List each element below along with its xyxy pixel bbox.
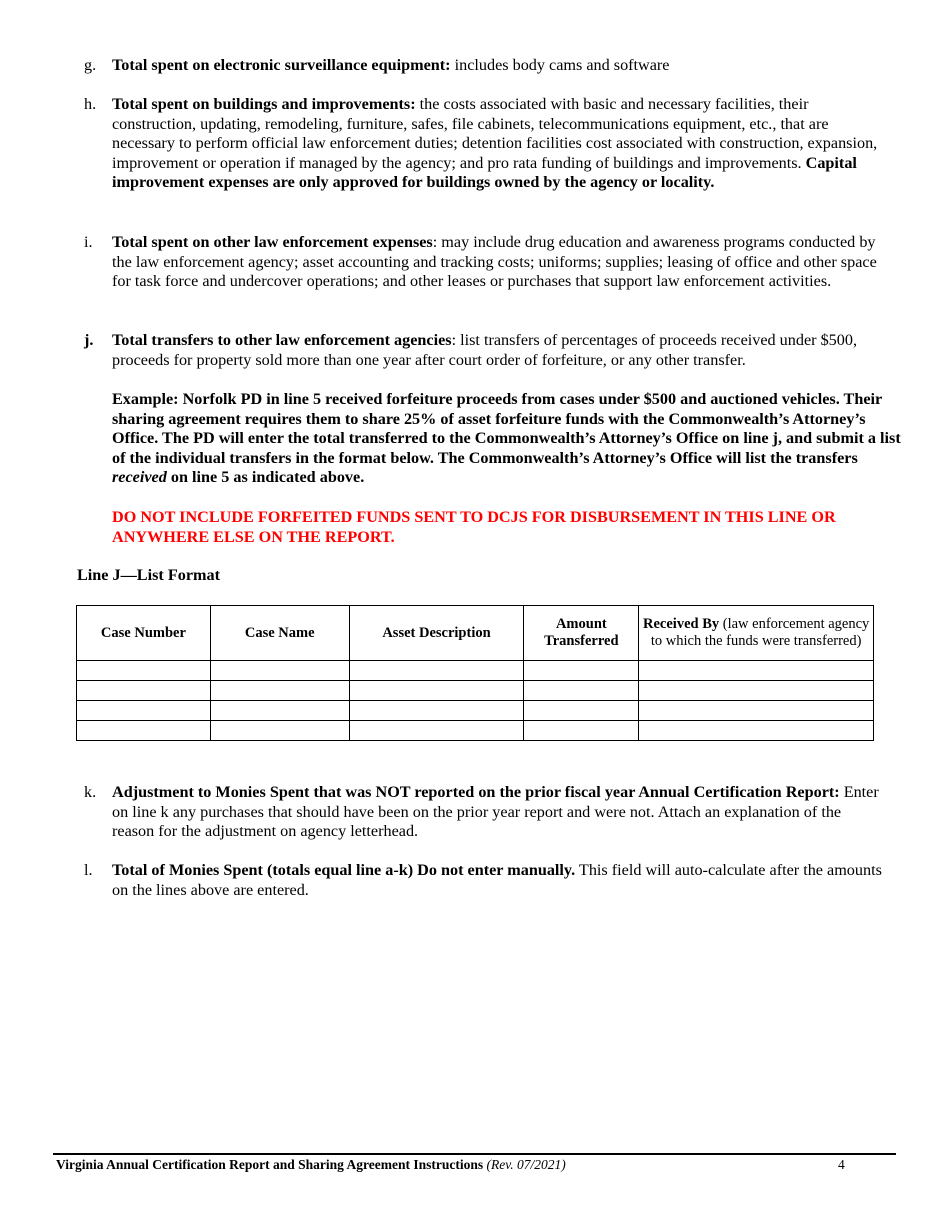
table-cell <box>77 701 211 721</box>
table-cell <box>77 661 211 681</box>
table-cell <box>77 721 211 741</box>
table-cell <box>639 661 874 681</box>
table-cell <box>210 661 349 681</box>
item-letter: j. <box>84 331 94 349</box>
table-row <box>77 661 874 681</box>
example-text-end: on line 5 as indicated above. <box>166 468 365 487</box>
list-format-table <box>76 605 874 741</box>
item-body: includes body cams and software <box>450 56 670 74</box>
footer-divider <box>53 1153 896 1155</box>
column-header-case-number: Case Number <box>77 606 211 661</box>
table-cell <box>639 701 874 721</box>
item-body: : may include drug education and awareness programs conducted by the law enforcement agency; asset accounting and tracking costs; uniforms; supplies; leasing of office and other space for task force and undercover operations; and other leases or purchases that support law enforcement activities. <box>112 233 877 291</box>
example-text: Example: Norfolk PD in line 5 received forfeiture proceeds from cases under $500 and auctioned vehicles. Their sharing agreement requires them to share 25% of asset forfeiture funds with the Commonwealth’s Attorney’s Office. The PD will enter the total transferred to the Commonwealth’s Attorney’s Office on line j, and submit a list of the individual transfers in the format below. The Commonwealth’s Attorney’s Office will list the transfers <box>112 390 901 467</box>
item-k <box>84 783 884 842</box>
table-header-row <box>77 606 874 661</box>
table-cell <box>639 721 874 741</box>
table-cell <box>210 721 349 741</box>
item-title: Total of Monies Spent (totals equal line a-k) Do not enter manually. <box>112 861 576 879</box>
item-i <box>84 233 884 292</box>
column-header-amount-transferred: Amount Transferred <box>524 606 639 661</box>
item-letter: l. <box>84 861 93 879</box>
footer-title-line <box>56 1157 566 1173</box>
item-body: This field will auto-calculate after the amounts on the lines above are entered. <box>112 861 882 899</box>
item-title: Total spent on other law enforcement expenses <box>112 233 433 251</box>
item-h <box>84 95 884 193</box>
item-letter: h. <box>84 95 97 113</box>
column-header-received-by: Received By (law enforcement agency to which the funds were transferred) <box>639 606 874 661</box>
item-body: the costs associated with basic and necessary facilities, their construction, updating, remodeling, furniture, safes, file cabinets, telecommunications equipment, etc., that are necessary to perform official law enforcement duties; detention facilities cost associated with construction, expansion, improvement or operation if managed by the agency; and pro rata funding of buildings and improvements. <box>112 95 878 172</box>
table-cell <box>210 701 349 721</box>
footer-title: Virginia Annual Certification Report and Sharing Agreement Instructions <box>56 1157 484 1172</box>
table-cell <box>349 661 524 681</box>
list-format-heading: Line J—List Format <box>77 566 220 584</box>
table-row <box>77 681 874 701</box>
item-letter: i. <box>84 233 93 251</box>
table-cell <box>349 701 524 721</box>
item-title: Total transfers to other law enforcement agencies <box>112 331 452 349</box>
item-l <box>84 861 884 900</box>
item-title: Adjustment to Monies Spent that was NOT reported on the prior fiscal year Annual Certification Report: <box>112 783 840 801</box>
item-g <box>84 56 884 76</box>
table-cell <box>524 701 639 721</box>
table-cell <box>524 661 639 681</box>
column-header-case-name: Case Name <box>210 606 349 661</box>
item-j <box>84 331 884 370</box>
table-cell <box>639 681 874 701</box>
table-cell <box>210 681 349 701</box>
item-body: : list transfers of percentages of proceeds received under $500, proceeds for property sold more than one year after court order of forfeiture, or any other transfer. <box>112 331 858 369</box>
page-number: 4 <box>838 1157 845 1172</box>
table-row <box>77 701 874 721</box>
item-letter: g. <box>84 56 97 74</box>
table-cell <box>349 681 524 701</box>
table-cell <box>524 721 639 741</box>
table-cell <box>349 721 524 741</box>
item-emphasis: Capital improvement expenses are only approved for buildings owned by the agency or locality. <box>112 153 857 192</box>
footer-revision: (Rev. 07/2021) <box>486 1157 566 1172</box>
item-letter: k. <box>84 783 97 801</box>
table-cell <box>77 681 211 701</box>
example-paragraph <box>112 390 902 488</box>
table-cell <box>524 681 639 701</box>
warning-text: DO NOT INCLUDE FORFEITED FUNDS SENT TO DCJS FOR DISBURSEMENT IN THIS LINE OR ANYWHERE ELSE ON THE REPORT. <box>112 508 836 546</box>
item-title: Total spent on buildings and improvements: <box>112 95 416 113</box>
item-title: Total spent on electronic surveillance equipment: <box>112 56 451 74</box>
column-header-asset-description: Asset Description <box>349 606 524 661</box>
table-row <box>77 721 874 741</box>
example-italic: received <box>112 468 167 487</box>
item-body: Enter on line k any purchases that should have been on the prior year report and were not. Attach an explanation of the reason for the adjustment on agency letterhead. <box>112 783 879 841</box>
